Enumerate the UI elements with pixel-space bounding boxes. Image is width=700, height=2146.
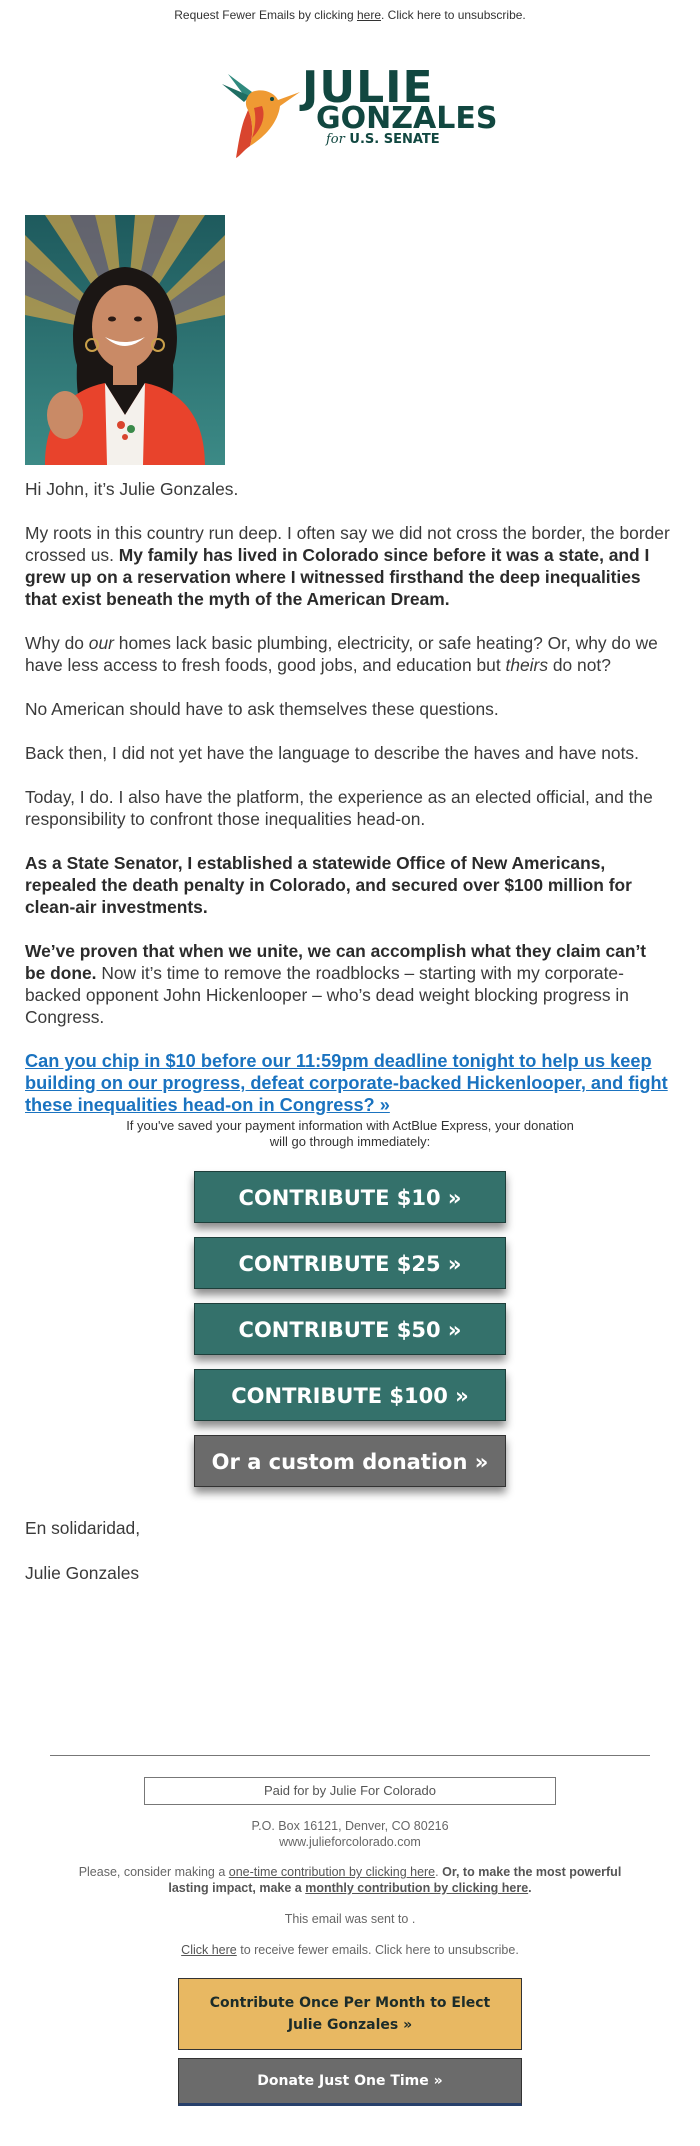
signoff-closing: En solidaridad,: [25, 1518, 141, 1538]
footer-website: www.julieforcolorado.com: [279, 1835, 421, 1849]
paragraph-no-american: No American should have to ask themselves these questions.: [25, 699, 499, 719]
footer-fewer-tail: to receive fewer emails. Click here to unsubscribe.: [236, 1943, 519, 1957]
logo-office: [326, 132, 440, 147]
consider-text-2: .: [435, 1865, 443, 1879]
custom-donation-button[interactable]: Or a custom donation »: [194, 1435, 506, 1487]
logo-first-name: JULIE: [302, 62, 434, 113]
consider-text-1: Please, consider making a: [78, 1865, 229, 1879]
questions-em-our: our: [88, 633, 114, 653]
monthly-button-line2: Julie Gonzales »: [287, 2017, 413, 2033]
record-bold: As a State Senator, I established a statewide Office of New Americans, repealed the death penalty in Colorado, and secured over $100 million for clean-air investments.: [25, 853, 632, 917]
actblue-note: [100, 1118, 600, 1150]
candidate-photo: [25, 215, 225, 465]
paragraph-cta: [25, 1050, 670, 1116]
questions-text-2: homes lack basic plumbing, electricity, or safe heating? Or, why do we have less access to fresh foods, good jobs, and education but: [25, 633, 658, 675]
contribute-25-button[interactable]: CONTRIBUTE $25 »: [194, 1237, 506, 1289]
logo-last-name: GONZALES: [316, 101, 498, 136]
paragraph-unite: [25, 940, 670, 1028]
questions-text-3: do not?: [548, 655, 611, 675]
greeting: Hi John, it’s Julie Gonzales.: [25, 479, 239, 499]
paragraph-today: Today, I do. I also have the platform, the experience as an elected official, and the responsibility to confront those inequalities head-on.: [25, 787, 653, 829]
campaign-logo[interactable]: [222, 62, 498, 158]
monthly-contribution-link[interactable]: monthly contribution by clicking here: [305, 1881, 529, 1895]
contribute-50-button[interactable]: CONTRIBUTE $50 »: [194, 1303, 506, 1355]
contribute-100-button[interactable]: CONTRIBUTE $100 »: [194, 1369, 506, 1421]
footer-fewer-emails-link[interactable]: Click here: [181, 1943, 237, 1957]
preheader-tail: . Click here to unsubscribe.: [381, 8, 526, 22]
logo-senate: U.S. SENATE: [349, 132, 440, 147]
roots-text: My roots in this country run deep. I often say we did not cross the border, the border crossed us.: [25, 523, 670, 565]
questions-text-1: Why do: [25, 633, 89, 653]
paragraph-record: [25, 852, 670, 918]
paragraph-roots: [25, 522, 670, 610]
actblue-note-line1: If you've saved your payment information with ActBlue Express, your donation: [126, 1118, 574, 1133]
monthly-button-line1: Contribute Once Per Month to Elect: [209, 1995, 491, 2011]
actblue-note-line2: will go through immediately:: [269, 1134, 431, 1149]
unite-bold: We’ve proven that when we unite, we can accomplish what they claim can’t be done.: [25, 941, 647, 983]
consider-end: .: [528, 1881, 532, 1895]
footer-consider: [60, 1864, 640, 1896]
preheader: [0, 0, 700, 30]
paragraph-back-then: Back then, I did not yet have the language to describe the haves and have nots.: [25, 743, 639, 763]
hummingbird-icon: [222, 62, 302, 158]
contribute-10-button[interactable]: CONTRIBUTE $10 »: [194, 1171, 506, 1223]
chip-in-link[interactable]: Can you chip in $10 before our 11:59pm deadline tonight to help us keep building on our progress, defeat corporate-backed Hickenlooper, and fight these inequalities head-on in Congress? »: [25, 1051, 668, 1115]
monthly-contribution-button[interactable]: [178, 1978, 522, 2050]
letter-body: [25, 478, 670, 1138]
footer-divider: [50, 1755, 650, 1756]
footer-fewer-emails: [60, 1942, 640, 1958]
signoff-name: Julie Gonzales: [25, 1563, 140, 1583]
fewer-emails-link[interactable]: here: [356, 8, 382, 22]
questions-em-theirs: theirs: [505, 655, 549, 675]
consider-bold: Or, to make the most powerful lasting impact, make a: [168, 1865, 622, 1895]
paragraph-questions: [25, 632, 670, 676]
preheader-lead: Request Fewer Emails by clicking: [174, 8, 357, 22]
footer-address: P.O. Box 16121, Denver, CO 80216: [251, 1819, 449, 1833]
logo-for: for: [326, 132, 345, 147]
donate-one-time-button[interactable]: Donate Just One Time »: [178, 2058, 522, 2106]
one-time-contribution-link[interactable]: one-time contribution by clicking here: [228, 1865, 436, 1879]
roots-bold: My family has lived in Colorado since before it was a state, and I grew up on a reservation where I witnessed firsthand the deep inequalities that exist beneath the myth of the American Dream.: [25, 545, 650, 609]
paid-for-box: Paid for by Julie For Colorado: [144, 1777, 556, 1805]
footer-sent-to: This email was sent to .: [284, 1912, 416, 1926]
unite-text: Now it’s time to remove the roadblocks – starting with my corporate-backed opponent John Hickenlooper – who’s dead weight blocking progress in Congress.: [25, 963, 629, 1027]
